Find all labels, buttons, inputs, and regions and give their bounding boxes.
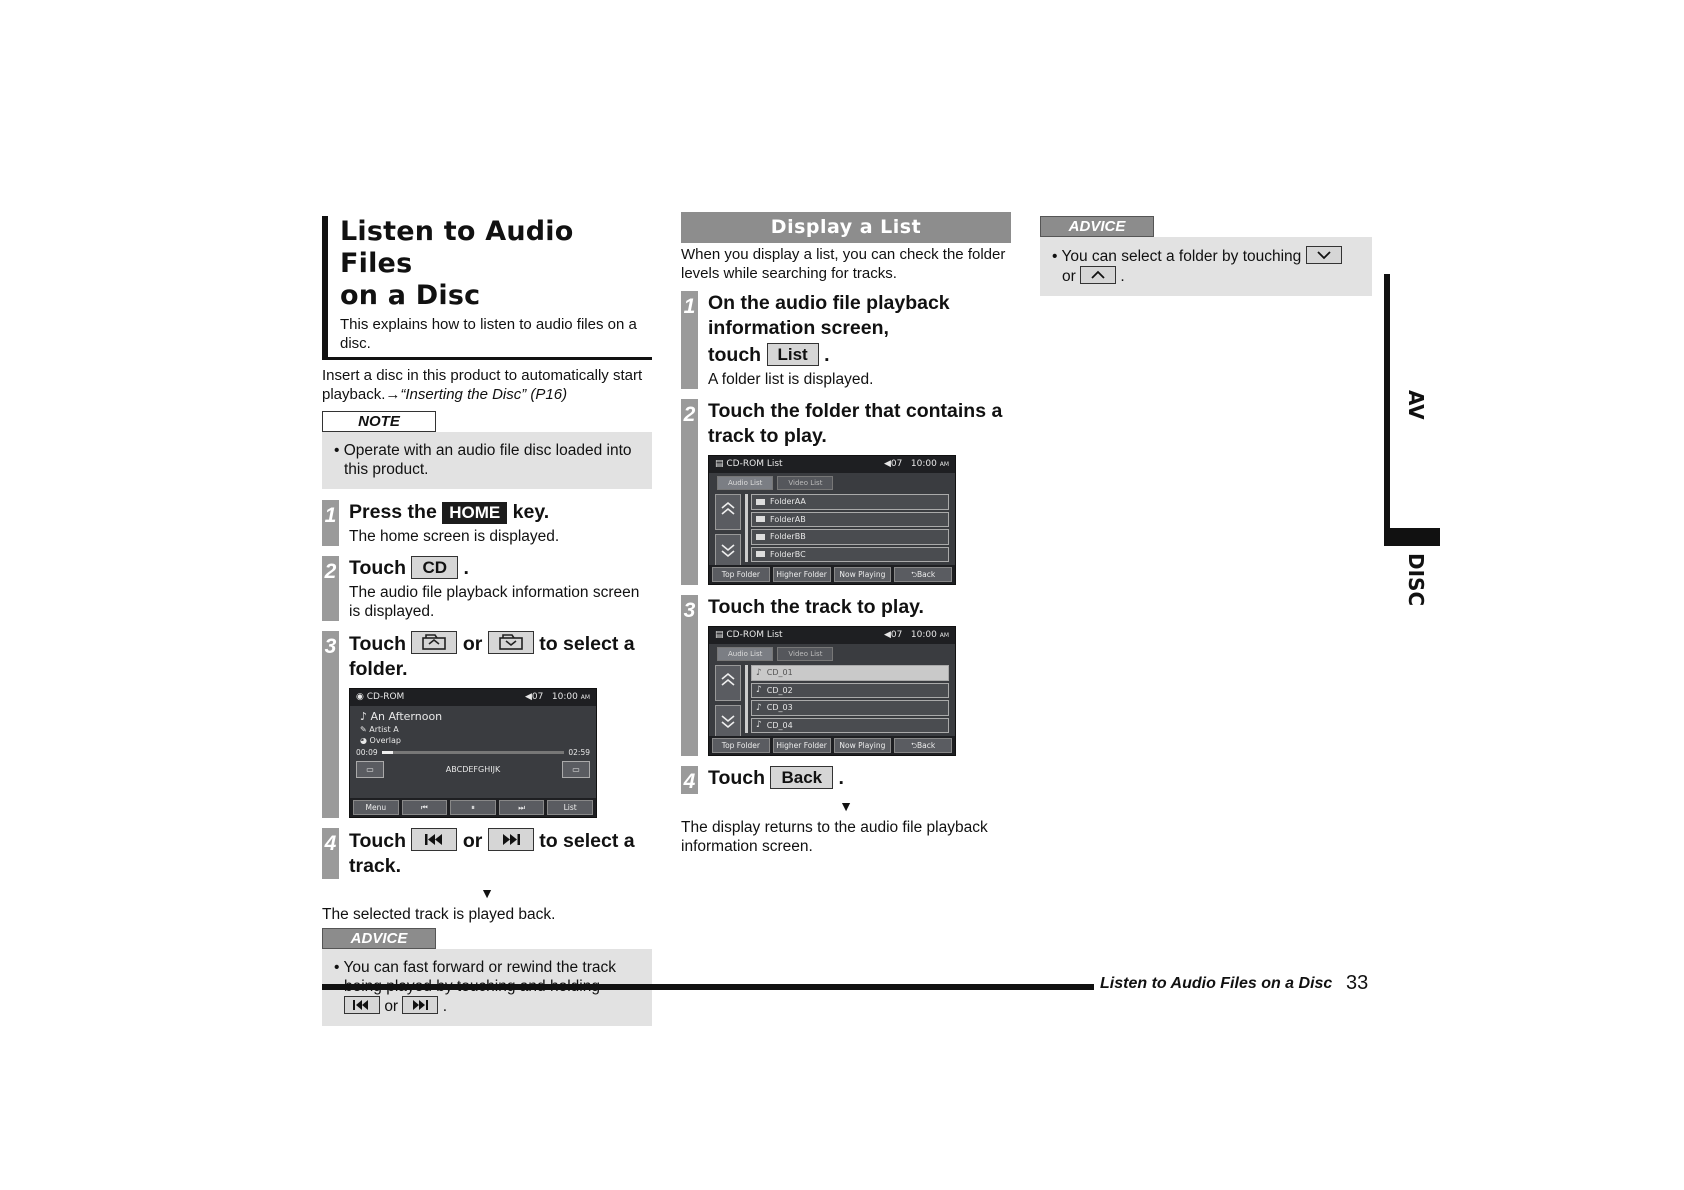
- back-key: Back: [770, 766, 833, 789]
- music-note-icon: ♪: [756, 685, 762, 696]
- prev-track-icon: ⏮: [402, 800, 448, 815]
- side-tab-disc: DISC: [1404, 553, 1428, 607]
- list-key: List: [767, 343, 819, 366]
- step-3: 3 Touch or to select a folder. ◉ CD-ROM ◀07 10:00 AM ♪ An Afternoon ✎ Artist A ◕ Overlap 00:09 02:59 ▭ ABCDEFGHIJK ▭ Menu ⏮ ⏸ ⏭ List: [322, 631, 652, 818]
- step-desc: The audio file playback information screen is displayed.: [349, 584, 640, 620]
- step-1: 1 Press the HOME key. The home screen is displayed.: [322, 500, 652, 546]
- list-step-2: 2 Touch the folder that contains a track to play. ▤ CD-ROM List ◀07 10:00 AM Audio List Video List FolderAA FolderAB FolderBB FolderBC Top Folder Higher Folder Now Playing ⮌Back: [681, 399, 1011, 585]
- artist-name: Artist A: [369, 725, 399, 734]
- progress-fill: [382, 751, 393, 754]
- list-step-1: 1 On the audio file playback information screen, touch List . A folder list is displayed.: [681, 291, 1011, 389]
- tab-audio-list: Audio List: [717, 647, 773, 661]
- note-text: Operate with an audio file disc loaded into this product.: [343, 442, 632, 478]
- track-title: An Afternoon: [370, 710, 443, 723]
- step-number: 1: [322, 500, 339, 546]
- menu-button: Menu: [353, 800, 399, 815]
- source-label: CD-ROM: [366, 692, 405, 702]
- skip-back-icon: [344, 996, 380, 1014]
- list-item: FolderBB: [751, 529, 949, 545]
- step-desc: The home screen is displayed.: [349, 528, 560, 545]
- music-note-icon: ♪: [360, 710, 368, 723]
- tab-video-list: Video List: [777, 476, 833, 490]
- side-tab-line: [1384, 274, 1390, 532]
- note-block: [322, 411, 652, 489]
- now-playing-button: Now Playing: [834, 567, 892, 582]
- note-label: NOTE: [322, 411, 436, 432]
- higher-folder-button: Higher Folder: [773, 738, 831, 753]
- side-tab-av: AV: [1404, 390, 1428, 420]
- playback-screen: ◉ CD-ROM ◀07 10:00 AM ♪ An Afternoon ✎ Artist A ◕ Overlap 00:09 02:59 ▭ ABCDEFGHIJK ▭ Menu ⏮ ⏸ ⏭ List: [349, 688, 597, 818]
- skip-forward-icon: [402, 996, 438, 1014]
- next-track-icon: ⏭: [499, 800, 545, 815]
- music-note-icon: ♪: [756, 667, 762, 678]
- folder-prev-icon: ▭: [356, 761, 384, 778]
- section-title: Listen to Audio Files on a Disc: [340, 216, 574, 311]
- folder-next-icon: ▭: [562, 761, 590, 778]
- list-item: ♪ CD_01: [751, 665, 949, 681]
- footer-title: Listen to Audio Files on a Disc: [1100, 975, 1333, 992]
- side-tab-marker: [1384, 528, 1440, 546]
- back-button: ⮌Back: [894, 738, 952, 753]
- note-box: • Operate with an audio file disc loaded into this product.: [322, 432, 652, 489]
- clock: 10:00: [551, 692, 578, 702]
- music-note-icon: ♪: [756, 702, 762, 713]
- section-title-block: [322, 216, 652, 360]
- folder-icon: [756, 551, 765, 557]
- step-number: 1: [681, 291, 698, 389]
- section-subtitle: This explains how to listen to audio files on a disc.: [340, 316, 637, 352]
- track-list-screen: ▤ CD-ROM List ◀07 10:00 AM Audio List Video List ♪ CD_01 ♪ CD_02 ♪ CD_03 ♪ CD_04 Top Folder Higher Folder Now Playing ⮌Back: [708, 626, 956, 756]
- pause-icon: ⏸: [450, 800, 496, 815]
- step-number: 4: [322, 828, 339, 879]
- back-button: ⮌Back: [894, 567, 952, 582]
- total-time: 02:59: [568, 748, 590, 757]
- intro-text: Insert a disc in this product to automatically start playback.→“Inserting the Disc” (P16): [322, 367, 643, 403]
- list-item: FolderAB: [751, 512, 949, 528]
- back-icon: ⮌: [911, 570, 918, 579]
- scroll-up-icon: [715, 494, 741, 530]
- list-item: FolderAA: [751, 494, 949, 510]
- list-item: FolderBC: [751, 547, 949, 563]
- advice-block-left: [322, 928, 652, 1026]
- advice-text: You can select a folder by touching: [1061, 248, 1302, 265]
- album-name: Overlap: [369, 736, 401, 745]
- list-item: ♪ CD_03: [751, 700, 949, 716]
- step-number: 3: [681, 595, 698, 756]
- page-number: 33: [1346, 972, 1369, 994]
- advice-box: • You can fast forward or rewind the track or .: [322, 949, 652, 1026]
- tab-audio-list: Audio List: [717, 476, 773, 490]
- right-column: [1040, 216, 1372, 296]
- scroll-up-icon: [715, 665, 741, 701]
- step-number: 2: [681, 399, 698, 585]
- tab-video-list: Video List: [777, 647, 833, 661]
- top-folder-button: Top Folder: [712, 567, 770, 582]
- folder-icon: [756, 499, 765, 505]
- list-step-3: 3 Touch the track to play. ▤ CD-ROM List ◀07 10:00 AM Audio List Video List ♪ CD_01 ♪ CD_02 ♪ CD_03 ♪ CD_04 Top Folder Higher Folder Now Playing ⮌Back: [681, 595, 1011, 756]
- step-2: 2 Touch CD . The audio file playback information screen is displayed.: [322, 556, 652, 621]
- display-list-intro: When you display a list, you can check the folder levels while searching for tracks.: [681, 246, 1006, 282]
- back-icon: ⮌: [911, 741, 918, 750]
- chevron-up-icon: [1080, 266, 1116, 284]
- higher-folder-button: Higher Folder: [773, 567, 831, 582]
- list-item: ♪ CD_02: [751, 683, 949, 699]
- list-icon: ▤: [715, 630, 724, 640]
- advice-label: ADVICE: [1040, 216, 1154, 237]
- album-icon: ◕: [360, 736, 367, 745]
- folder-icon: [756, 534, 765, 540]
- chevron-down-icon: [1306, 246, 1342, 264]
- down-arrow-icon: ▼: [839, 798, 853, 814]
- home-key: HOME: [442, 502, 507, 524]
- middle-column: [681, 212, 1011, 856]
- step-number: 4: [681, 766, 698, 794]
- intro-reference: →“Inserting the Disc” (P16): [385, 386, 568, 403]
- left-column: [322, 216, 652, 1026]
- disc-icon: ◉: [356, 692, 364, 702]
- result-text: The display returns to the audio file playback information screen.: [681, 819, 988, 855]
- step-number: 2: [322, 556, 339, 621]
- step-4: 4 Touch or to select a track.: [322, 828, 652, 879]
- now-playing-button: Now Playing: [834, 738, 892, 753]
- top-folder-button: Top Folder: [712, 738, 770, 753]
- cd-key: CD: [411, 556, 458, 579]
- folder-icon: [756, 516, 765, 522]
- display-list-title: Display a List: [681, 212, 1011, 243]
- result-text: The selected track is played back.: [322, 906, 556, 923]
- step-number: 3: [322, 631, 339, 818]
- music-note-icon: ♪: [756, 720, 762, 731]
- list-button: List: [547, 800, 593, 815]
- footer-rule: [322, 984, 1094, 990]
- list-step-4: 4 Touch Back .: [681, 766, 1011, 794]
- list-icon: ▤: [715, 459, 724, 469]
- skip-forward-icon: [488, 828, 534, 851]
- folder-up-icon: [411, 631, 457, 654]
- folder-down-icon: [488, 631, 534, 654]
- artist-icon: ✎: [360, 725, 367, 734]
- folder-list-screen: ▤ CD-ROM List ◀07 10:00 AM Audio List Video List FolderAA FolderAB FolderBB FolderBC Top Folder Higher Folder Now Playing ⮌Back: [708, 455, 956, 585]
- advice-box: • You can select a folder by touching or .: [1040, 237, 1372, 296]
- down-arrow-icon: ▼: [480, 885, 494, 901]
- folder-name: ABCDEFGHIJK: [445, 765, 501, 774]
- step-desc: A folder list is displayed.: [708, 371, 874, 388]
- elapsed-time: 00:09: [356, 748, 378, 757]
- progress-bar: [382, 751, 565, 754]
- list-item: ♪ CD_04: [751, 718, 949, 734]
- skip-back-icon: [411, 828, 457, 851]
- advice-text: You can fast forward or rewind the track: [343, 959, 616, 976]
- advice-label: ADVICE: [322, 928, 436, 949]
